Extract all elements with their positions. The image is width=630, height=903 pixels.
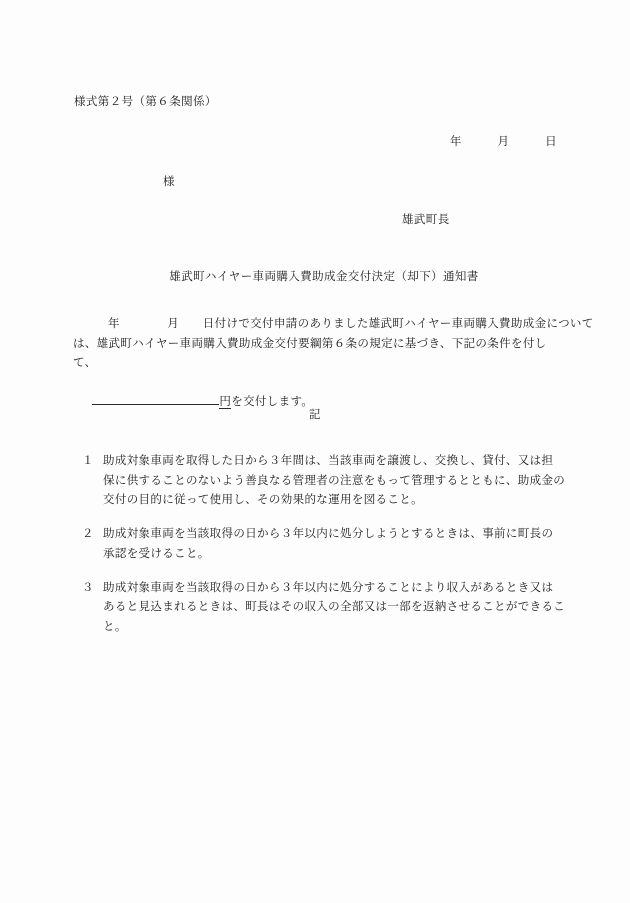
clause-line: 助成対象車両を当該取得の日から３年以内に処分することにより収入があるとき又は — [103, 581, 554, 594]
clause-item — [73, 579, 573, 638]
amount-unit-label: 円 — [219, 396, 232, 408]
addressee-honorific: 様 — [163, 176, 175, 188]
form-number: 様式第２号（第６条関係） — [74, 96, 217, 108]
clause-line: あると見込まれるときは、町長はその収入の全部又は一部を返納させることができるこ — [103, 601, 566, 613]
clause-body — [73, 452, 573, 511]
clause-line: 交付の目的に従って使用し、その効果的な運用を図ること。 — [103, 494, 423, 506]
clause-number: ３ — [82, 581, 94, 594]
clause-body — [73, 579, 573, 638]
body-line-3: て、 — [73, 357, 97, 369]
clause-item — [73, 525, 573, 564]
clause-number: １ — [82, 455, 94, 467]
clause-item — [73, 452, 573, 511]
amount-blank-field[interactable] — [92, 404, 219, 405]
clause-line: 助成対象車両を当該取得の日から３年以内に処分しようとするときは、事前に町長の — [103, 528, 554, 540]
clause-list — [73, 452, 573, 652]
clause-body — [73, 525, 573, 564]
amount-suffix-text: を交付します。 — [231, 396, 314, 408]
body-paragraph — [73, 315, 594, 408]
clause-line: 助成対象車両を取得した日から３年間は、当該車両を譲渡し、交換し、貸付、又は担 — [103, 455, 554, 467]
date-line: 年 月 日 — [449, 136, 557, 148]
body-line-2: は、雄武町ハイヤー車両購入費助成金交付要綱第６条の規定に基づき、下記の条件を付し — [73, 337, 547, 350]
clause-line: と。 — [103, 620, 127, 633]
document-title: 雄武町ハイヤー車両購入費助成金交付決定（却下）通知書 — [169, 271, 479, 283]
body-line-1: 年 月 日付けで交付申請のありました雄武町ハイヤー車両購入費助成金について — [108, 318, 594, 330]
clause-number: ２ — [82, 528, 94, 540]
ki-marker: 記 — [309, 409, 321, 421]
amount-line — [73, 374, 560, 408]
clause-line: 承認を受けること。 — [103, 547, 210, 560]
issuer-name: 雄武町長 — [402, 214, 450, 226]
clause-line: 保に供することのないよう善良なる管理者の注意をもって管理するとともに、助成金の — [103, 474, 566, 487]
